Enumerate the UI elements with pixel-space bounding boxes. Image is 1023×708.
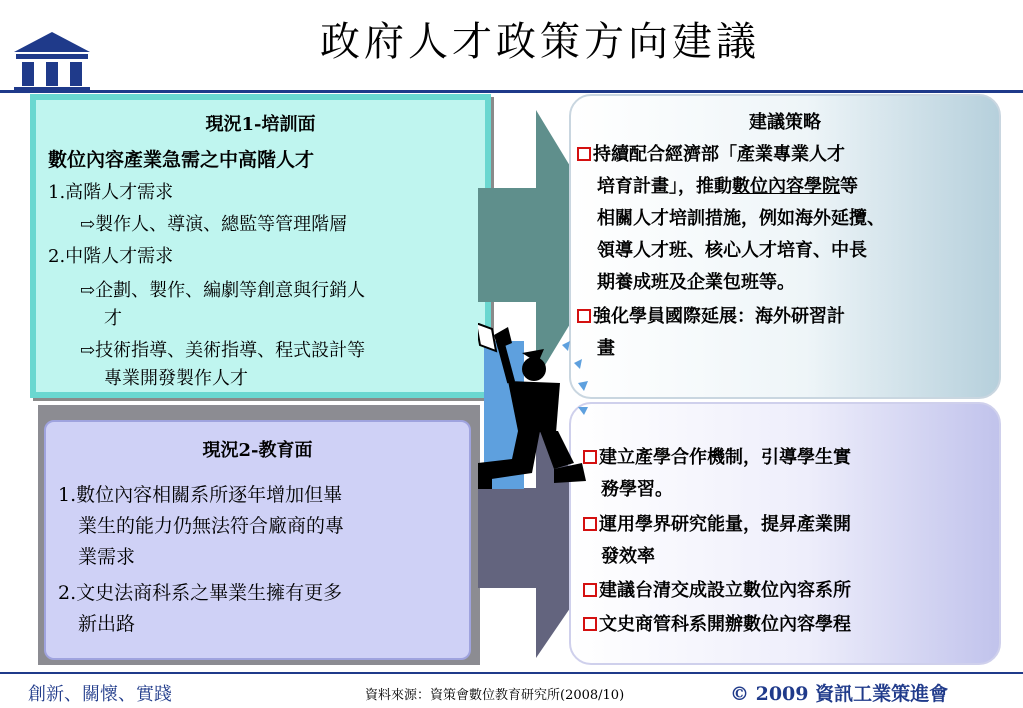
header-divider xyxy=(0,90,1023,93)
footer-slogan: 創新、關懷、實踐 xyxy=(28,684,172,705)
footer-copyright: © 2009 資訊工業策進會 xyxy=(730,683,949,705)
training-item-2a-line1: ⇨企劃、製作、編劇等創意與行銷人 xyxy=(80,280,366,301)
recommendation-item-3: 建議台清交成設立數位內容系所 xyxy=(583,576,851,606)
strategy-item-1-line1: 持續配合經濟部「產業專業人才 xyxy=(577,140,845,170)
recommendation-item-2-line1: 運用學界研究能量，提昇產業開 xyxy=(583,510,851,540)
education-item-1-line3: 業需求 xyxy=(78,546,136,568)
recommendation-item-2-line2: 發效率 xyxy=(601,546,655,567)
megaphone-figure-icon xyxy=(478,323,598,489)
education-item-1-line1: 1.數位內容相關系所逐年增加但畢 xyxy=(58,484,343,506)
checkbox-icon xyxy=(583,517,597,531)
training-item-1a: ⇨製作人、導演、總監等管理階層 xyxy=(80,214,348,235)
training-item-2a-line2: 才 xyxy=(104,308,122,329)
training-item-2b-line2: 專業開發製作人才 xyxy=(104,368,248,389)
training-item-1: 1.高階人才需求 xyxy=(48,182,174,203)
recommendation-item-1-line2: 務學習。 xyxy=(601,479,673,500)
strategy-heading: 建議策略 xyxy=(749,112,821,133)
training-subheading: 數位內容產業急需之中高階人才 xyxy=(48,149,315,171)
footer-source: 資料來源：資策會數位教育研究所(2008/10) xyxy=(365,688,625,703)
training-heading: 現況1-培訓面 xyxy=(205,114,316,135)
training-item-2b-line1: ⇨技術指導、美術指導、程式設計等 xyxy=(80,340,366,361)
education-item-2-line2: 新出路 xyxy=(78,613,136,635)
recommendation-item-4: 文史商管科系開辦數位內容學程 xyxy=(583,610,851,640)
strategy-item-1-line5: 期養成班及企業包班等。 xyxy=(597,272,795,293)
strategy-item-2-line2: 畫 xyxy=(597,338,615,359)
checkbox-icon xyxy=(583,450,597,464)
page-title: 政府人才政策方向建議 xyxy=(320,19,760,65)
checkbox-icon xyxy=(577,147,591,161)
education-heading: 現況2-教育面 xyxy=(202,440,313,461)
training-item-2: 2.中階人才需求 xyxy=(48,246,174,267)
footer-divider xyxy=(0,672,1023,674)
recommendation-item-1-line1: 建立產學合作機制，引導學生實 xyxy=(583,443,851,473)
checkbox-icon xyxy=(583,617,597,631)
strategy-item-2-line1: 強化學員國際延展：海外研習計 xyxy=(577,302,845,332)
checkbox-icon xyxy=(583,583,597,597)
checkbox-icon xyxy=(577,309,591,323)
institute-logo-icon xyxy=(10,30,94,94)
education-item-1-line2: 業生的能力仍無法符合廠商的專 xyxy=(78,515,345,537)
strategy-item-1-line2: 培育計畫」，推動數位內容學院等 xyxy=(597,176,858,197)
strategy-item-1-line3: 相關人才培訓措施，例如海外延攬、 xyxy=(597,208,885,229)
education-item-2-line1: 2.文史法商科系之畢業生擁有更多 xyxy=(58,582,343,604)
strategy-item-1-line4: 領導人才班、核心人才培育、中長 xyxy=(597,240,867,261)
